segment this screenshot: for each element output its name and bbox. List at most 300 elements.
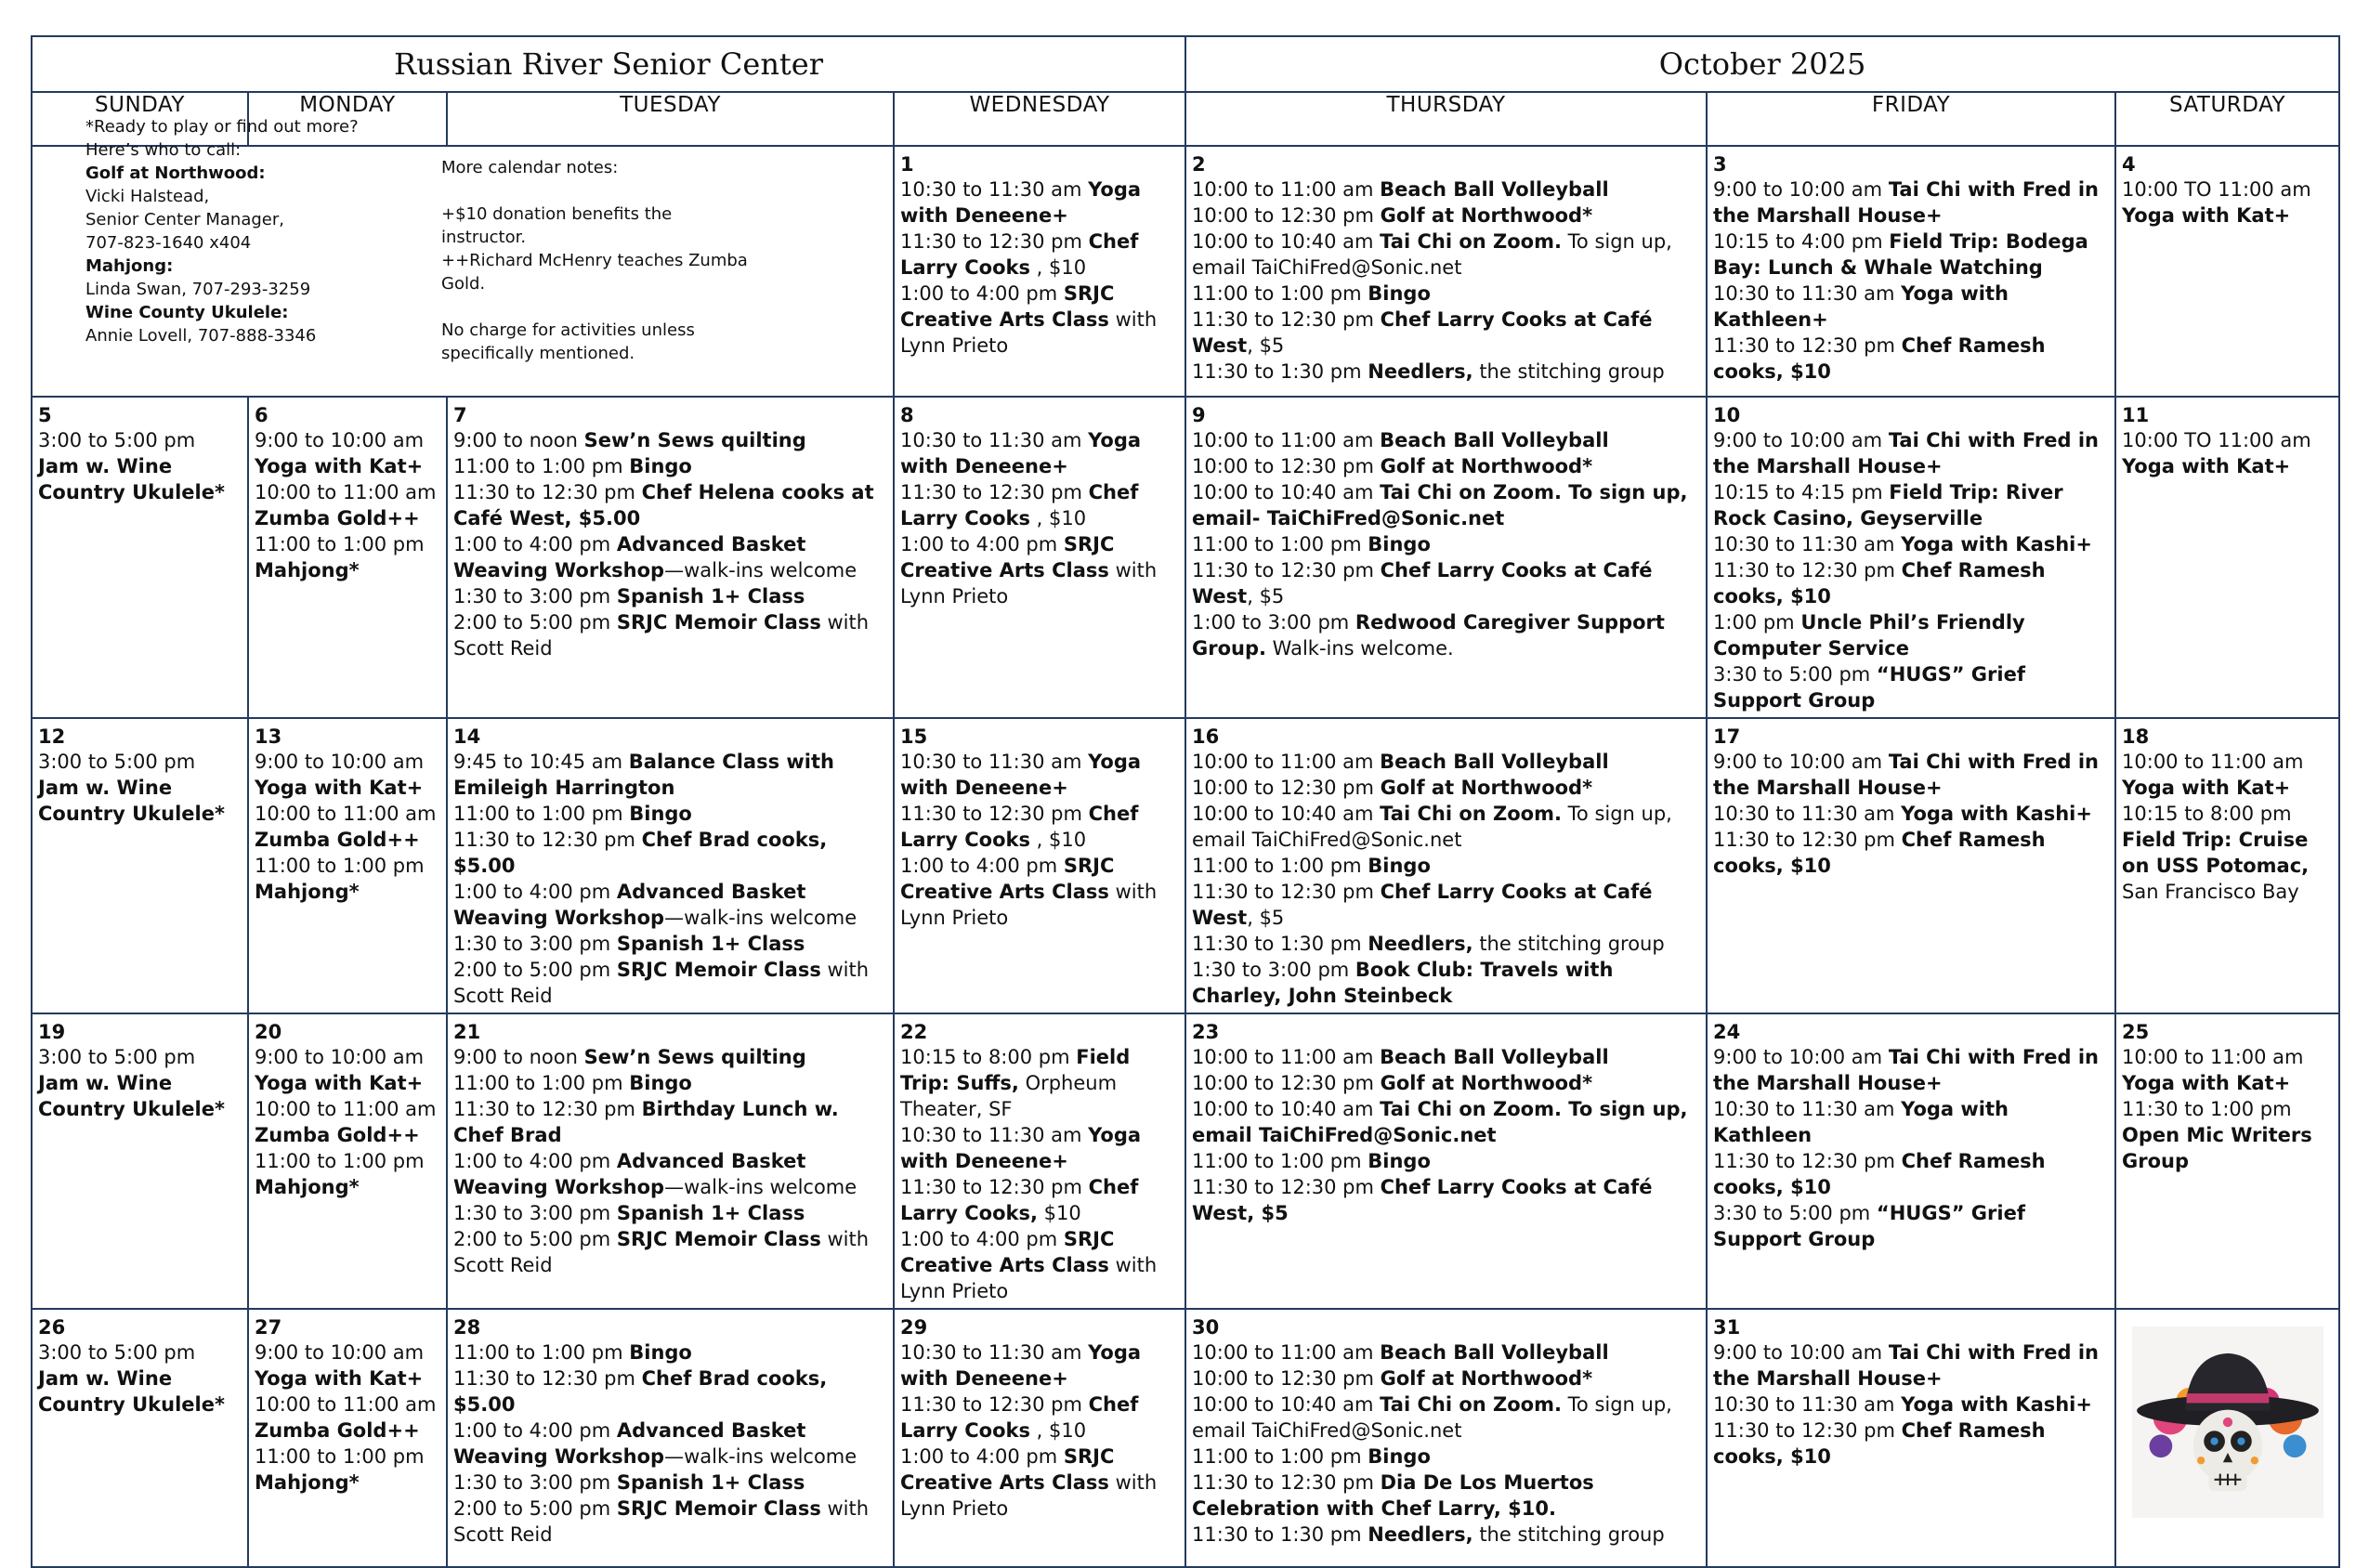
event-name: Tai Chi on Zoom. [1380, 1393, 1562, 1416]
day-content [895, 719, 1184, 934]
event-name: Yoga with Deneene+ [900, 1341, 1142, 1390]
event-name: Jam w. Wine Country Ukulele* [38, 455, 225, 503]
event-time: 11:30 to 12:30 pm [1192, 1471, 1381, 1494]
month-title: October 2025 [1185, 36, 2339, 92]
event [1192, 931, 1700, 957]
day-cell [248, 718, 447, 1013]
event [900, 749, 1179, 801]
event-time: 10:00 to 11:00 am [1192, 1341, 1381, 1364]
event [453, 1339, 887, 1365]
week-row [32, 1309, 2339, 1567]
event-name: Mahjong* [255, 881, 360, 903]
event [1713, 749, 2109, 801]
day-number: 4 [2122, 153, 2136, 176]
event-detail: , $5 [1247, 907, 1285, 929]
event-name: Bingo [629, 455, 692, 477]
event-time: 3:30 to 5:00 pm [1713, 1202, 1877, 1224]
event-time: 1:00 to 4:00 pm [900, 282, 1064, 305]
event-name: Bingo [1368, 1445, 1431, 1468]
event [1713, 531, 2109, 557]
event-detail: with Lynn Prieto [900, 308, 1158, 357]
day-number: 19 [38, 1021, 66, 1043]
event [900, 1226, 1179, 1304]
event-name: Zumba Gold++ [255, 1124, 420, 1146]
weekday-friday: FRIDAY [1707, 92, 2115, 146]
event [38, 1044, 242, 1122]
weekday-thursday: THURSDAY [1185, 92, 1707, 146]
event [1192, 1174, 1700, 1226]
day-cell [2115, 397, 2339, 718]
event-name: Yoga with Kashi+ [1901, 533, 2092, 555]
event-detail: —walk-ins welcome [664, 1176, 857, 1198]
event [255, 1148, 440, 1200]
event [1713, 1339, 2109, 1392]
event-name: SRJC Creative Arts Class [900, 533, 1115, 581]
day-content [249, 1310, 446, 1499]
note-line: *Ready to play or find out more? [85, 117, 359, 137]
event [453, 1070, 887, 1096]
event-time: 10:00 to 11:00 am [2122, 751, 2304, 773]
day-content [1186, 398, 1706, 665]
event-name: SRJC Creative Arts Class [900, 1228, 1115, 1276]
event-name: Tai Chi with Fred in the Marshall House+ [1713, 751, 2099, 799]
event-time: 10:00 to 11:00 am [1192, 1046, 1381, 1068]
event-name: Chef Larry Cooks at Café West [1192, 881, 1653, 929]
event [453, 453, 887, 479]
event-time: 11:30 to 12:30 pm [1192, 881, 1381, 903]
event-time: 2:00 to 5:00 pm [453, 959, 617, 981]
event-detail: San Francisco Bay [2122, 881, 2299, 903]
event [1713, 1418, 2109, 1470]
event [2122, 749, 2333, 801]
event-time: 10:00 to 12:30 pm [1192, 1072, 1381, 1094]
day-cell [2115, 1013, 2339, 1309]
day-cell [32, 397, 248, 718]
event-name: Spanish 1+ Class [616, 1471, 805, 1494]
event-detail: , $10 [1030, 1419, 1087, 1442]
event [1192, 1339, 1700, 1365]
event-detail: with Scott Reid [453, 1497, 870, 1546]
day-number: 9 [1192, 404, 1206, 426]
event [1192, 853, 1700, 879]
event-detail: —walk-ins welcome [664, 559, 857, 581]
event-name: Jam w. Wine Country Ukulele* [38, 1072, 225, 1120]
day-content [1186, 1014, 1706, 1230]
event-name: Yoga with Kat+ [2122, 455, 2291, 477]
event [1713, 827, 2109, 879]
event-time: 10:00 to 10:40 am [1192, 803, 1381, 825]
day-number: 20 [255, 1021, 282, 1043]
day-cell [1185, 1309, 1707, 1567]
event-time: 1:00 to 4:00 pm [900, 855, 1064, 877]
event [900, 801, 1179, 853]
event-time: 10:00 to 10:40 am [1192, 1098, 1381, 1120]
event-time: 1:30 to 3:00 pm [453, 1471, 617, 1494]
weekday-sunday: SUNDAY [32, 92, 248, 146]
event-time: 10:30 to 11:30 am [1713, 533, 1902, 555]
event-time: 11:30 to 12:30 pm [453, 481, 642, 503]
event-time: 11:30 to 12:30 pm [453, 1367, 642, 1390]
event-time: 10:15 to 4:15 pm [1713, 481, 1890, 503]
event-name: Yoga with Kathleen+ [1713, 282, 2009, 331]
event [900, 229, 1179, 281]
note-line: ++Richard McHenry teaches Zumba Gold. [441, 251, 748, 294]
event-name: Tai Chi with Fred in the Marshall House+ [1713, 178, 2099, 227]
event [900, 1174, 1179, 1226]
event [1192, 307, 1700, 359]
week-row [32, 1013, 2339, 1309]
day-number: 12 [38, 725, 66, 748]
event [900, 853, 1179, 931]
note-line: Here’s who to call: [85, 140, 242, 160]
event [900, 531, 1179, 609]
day-cell [894, 718, 1185, 1013]
note-line: Golf at Northwood: [85, 163, 266, 183]
event-time: 11:00 to 1:00 pm [255, 1150, 425, 1172]
event-name: SRJC Memoir Class [616, 1228, 821, 1250]
event [453, 1365, 887, 1418]
day-cell [248, 1013, 447, 1309]
event [1192, 176, 1700, 203]
event-detail: To sign up, email TaiChiFred@Sonic.net [1192, 230, 1672, 279]
day-cell [894, 1309, 1185, 1567]
event [255, 1392, 440, 1444]
event-time: 9:00 to 10:00 am [255, 429, 425, 451]
event-detail: , $5 [1247, 334, 1285, 357]
event [1192, 531, 1700, 557]
note-line: Senior Center Manager, [85, 210, 284, 229]
day-cell [32, 718, 248, 1013]
event-name: Field Trip: River Rock Casino, Geyserville [1713, 481, 2063, 529]
event [1713, 801, 2109, 827]
event-name: Beach Ball Volleyball [1380, 429, 1609, 451]
day-number: 27 [255, 1316, 282, 1339]
day-content [1186, 719, 1706, 1013]
note-line [441, 295, 748, 319]
event [38, 427, 242, 505]
day-cell [248, 1309, 447, 1567]
event-name: Tai Chi with Fred in the Marshall House+ [1713, 429, 2099, 477]
event-detail: , $10 [1030, 256, 1087, 279]
day-number: 14 [453, 725, 481, 748]
event [1192, 557, 1700, 609]
event-time: 10:30 to 11:30 am [1713, 282, 1902, 305]
event [900, 427, 1179, 479]
event-name: Golf at Northwood* [1380, 777, 1593, 799]
event-name: Chef Larry Cooks at Café West [1192, 559, 1653, 608]
event-name: Field Trip: Suffs, [900, 1046, 1131, 1094]
event-name: Jam w. Wine Country Ukulele* [38, 1367, 225, 1416]
event [1713, 176, 2109, 229]
event-detail: —walk-ins welcome [664, 1445, 857, 1468]
day-number: 7 [453, 404, 467, 426]
event-name: Jam w. Wine Country Ukulele* [38, 777, 225, 825]
day-number: 30 [1192, 1316, 1220, 1339]
event-time: 10:15 to 8:00 pm [900, 1046, 1077, 1068]
event-detail: with Lynn Prieto [900, 559, 1158, 608]
event [453, 931, 887, 957]
day-content [448, 398, 893, 665]
event-name: Yoga with Kat+ [2122, 204, 2291, 227]
event-name: “HUGS” Grief Support Group [1713, 663, 2025, 712]
event [900, 1122, 1179, 1174]
event-time: 10:00 to 11:00 am [255, 803, 437, 825]
event-detail: , $5 [1247, 585, 1285, 608]
event-time: 10:00 to 12:30 pm [1192, 1367, 1381, 1390]
event-name: SRJC Creative Arts Class [900, 855, 1115, 903]
event [1192, 879, 1700, 931]
event [1192, 1444, 1700, 1470]
event-time: 10:30 to 11:30 am [900, 178, 1089, 201]
event-time: 11:00 to 1:00 pm [453, 803, 630, 825]
event-name: Tai Chi with Fred in the Marshall House+ [1713, 1046, 2099, 1094]
event [1192, 1470, 1700, 1522]
event-time: 11:30 to 12:30 pm [1192, 308, 1381, 331]
event-time: 11:00 to 1:00 pm [1192, 1150, 1368, 1172]
event-detail: $10 [1037, 1202, 1081, 1224]
note-line: Linda Swan, 707-293-3259 [85, 280, 311, 299]
event-name: Bingo [629, 803, 692, 825]
event [255, 427, 440, 479]
day-content [1186, 1310, 1706, 1551]
weekday-tuesday: TUESDAY [447, 92, 894, 146]
event-detail: the stitching group [1472, 933, 1665, 955]
event-name: Chef Larry Cooks at Café West [1192, 308, 1653, 357]
event-name: Chef Larry Cooks [900, 481, 1139, 529]
event-time: 10:00 to 11:00 am [255, 481, 437, 503]
event-time: 10:00 to 12:30 pm [1192, 455, 1381, 477]
event-name: Zumba Gold++ [255, 829, 420, 851]
event-name: Chef Ramesh cooks, $10 [1713, 334, 2046, 383]
event-time: 9:00 to 10:00 am [1713, 1046, 1889, 1068]
event-name: Yoga with Deneene+ [900, 1124, 1142, 1172]
event [1192, 609, 1700, 661]
day-content [895, 1014, 1184, 1308]
event [1192, 749, 1700, 775]
day-content [2116, 147, 2338, 232]
event [255, 853, 440, 905]
event-name: Yoga with Kat+ [255, 1072, 424, 1094]
event [1713, 333, 2109, 385]
event-name: Yoga with Kathleen [1713, 1098, 2009, 1146]
day-number: 16 [1192, 725, 1220, 748]
event-name: Yoga with Deneene+ [900, 751, 1142, 799]
event-name: Chef Larry Cooks [900, 230, 1139, 279]
event-name: Bingo [1368, 855, 1431, 877]
calendar-weeks [32, 146, 2339, 1567]
event [255, 1044, 440, 1096]
event-name: Field Trip: Cruise on USS Potomac, [2122, 829, 2310, 877]
event-detail: To sign up, email TaiChiFred@Sonic.net [1192, 1393, 1672, 1442]
day-cell [1707, 1309, 2115, 1567]
weekday-saturday: SATURDAY [2115, 92, 2339, 146]
day-content [1186, 147, 1706, 388]
event [453, 583, 887, 609]
event [453, 609, 887, 661]
event [1192, 775, 1700, 801]
event [1713, 661, 2109, 713]
event [1713, 427, 2109, 479]
event-time: 11:30 to 12:30 pm [1192, 559, 1381, 581]
note-line: Wine County Ukulele: [85, 303, 289, 322]
day-number: 17 [1713, 725, 1741, 748]
event [900, 1044, 1179, 1122]
day-number: 6 [255, 404, 268, 426]
event-name: Chef Larry Cooks [900, 1393, 1139, 1442]
event [453, 1418, 887, 1470]
day-content [33, 719, 247, 830]
day-content [33, 1014, 247, 1126]
day-content [1708, 147, 2114, 388]
event-name: Beach Ball Volleyball [1380, 178, 1609, 201]
event-time: 3:00 to 5:00 pm [38, 429, 196, 451]
event-name: SRJC Creative Arts Class [900, 282, 1115, 331]
event-name: Needlers, [1368, 933, 1473, 955]
week-row [32, 397, 2339, 718]
event [900, 1392, 1179, 1444]
event-time: 10:00 TO 11:00 am [2122, 429, 2311, 451]
event-name: Chef Larry Cooks [900, 803, 1139, 851]
event-time: 1:00 to 3:00 pm [1192, 611, 1355, 634]
event-time: 11:30 to 1:00 pm [2122, 1098, 2292, 1120]
note-line [441, 179, 748, 203]
event [453, 879, 887, 931]
event-time: 11:30 to 12:30 pm [900, 230, 1089, 253]
event-time: 10:00 to 11:00 am [1192, 751, 1381, 773]
event-name: Tai Chi on Zoom. To sign up, email- TaiChiFred@Sonic.net [1192, 481, 1688, 529]
event-detail: with Scott Reid [453, 611, 870, 660]
event-name: Mahjong* [255, 1176, 360, 1198]
event-time: 11:30 to 12:30 pm [1713, 1150, 1902, 1172]
event-time: 1:30 to 3:00 pm [1192, 959, 1355, 981]
event-time: 11:00 to 1:00 pm [453, 1072, 630, 1094]
event-time: 11:00 to 1:00 pm [1192, 1445, 1368, 1468]
event-name: Field Trip: Bodega Bay: Lunch & Whale Watching [1713, 230, 2088, 279]
event-detail: with Scott Reid [453, 1228, 870, 1276]
event [1192, 1522, 1700, 1548]
event-time: 11:30 to 12:30 pm [453, 829, 642, 851]
event [453, 1200, 887, 1226]
day-content [1708, 1310, 2114, 1473]
event [1192, 479, 1700, 531]
event-name: Open Mic Writers Group [2122, 1124, 2312, 1172]
weekday-wednesday: WEDNESDAY [894, 92, 1185, 146]
event-time: 11:30 to 12:30 pm [900, 1176, 1089, 1198]
event-name: Yoga with Kat+ [2122, 1072, 2291, 1094]
event-name: Bingo [1368, 533, 1431, 555]
event [1713, 479, 2109, 531]
event-name: Chef Larry Cooks, [900, 1176, 1139, 1224]
event-time: 10:30 to 11:30 am [1713, 1393, 1902, 1416]
event-time: 11:30 to 12:30 pm [900, 803, 1089, 825]
day-cell [1185, 146, 1707, 397]
day-number: 23 [1192, 1021, 1220, 1043]
event-name: Spanish 1+ Class [616, 933, 805, 955]
event [1192, 359, 1700, 385]
event [1713, 1044, 2109, 1096]
event-detail: with Lynn Prieto [900, 1254, 1158, 1302]
day-cell [1185, 718, 1707, 1013]
event-time: 11:30 to 12:30 pm [1713, 829, 1902, 851]
day-number: 24 [1713, 1021, 1741, 1043]
event-name: Chef Ramesh cooks, $10 [1713, 1419, 2046, 1468]
event-time: 10:00 to 11:00 am [1192, 178, 1381, 201]
day-cell [32, 1309, 248, 1567]
event-time: 11:00 to 1:00 pm [255, 533, 425, 555]
event-time: 10:00 to 11:00 am [255, 1098, 437, 1120]
day-content [895, 147, 1184, 362]
day-number: 26 [38, 1316, 66, 1339]
event-time: 10:30 to 11:30 am [1713, 1098, 1902, 1120]
event-name: Zumba Gold++ [255, 1419, 420, 1442]
event-time: 11:30 to 12:30 pm [900, 481, 1089, 503]
day-content [249, 1014, 446, 1204]
event [1713, 1392, 2109, 1418]
event-time: 11:30 to 12:30 pm [1713, 1419, 1902, 1442]
day-content [249, 398, 446, 587]
event-time: 3:00 to 5:00 pm [38, 751, 196, 773]
event-name: Tai Chi with Fred in the Marshall House+ [1713, 1341, 2099, 1390]
event-time: 3:30 to 5:00 pm [1713, 663, 1877, 686]
note-line: Vicki Halstead, [85, 187, 210, 206]
event-detail: Walk-ins welcome. [1266, 637, 1454, 660]
event [1192, 281, 1700, 307]
day-number: 2 [1192, 153, 1206, 176]
day-number: 18 [2122, 725, 2150, 748]
event-time: 11:00 to 1:00 pm [255, 855, 425, 877]
day-content [2116, 719, 2338, 908]
event-name: Sew’n Sews quilting [583, 429, 806, 451]
event [1192, 1392, 1700, 1444]
event [1192, 801, 1700, 853]
event-name: Golf at Northwood* [1380, 1367, 1593, 1390]
event-time: 10:00 to 11:00 am [255, 1393, 437, 1416]
note-line: 707-823-1640 x404 [85, 233, 252, 253]
note-line: specifically mentioned. [441, 344, 635, 363]
event-time: 10:30 to 11:30 am [900, 1341, 1089, 1364]
event-name: SRJC Memoir Class [616, 959, 821, 981]
event-time: 11:30 to 12:30 pm [1713, 559, 1902, 581]
event [900, 479, 1179, 531]
decoration-cell [2115, 1309, 2339, 1567]
day-number: 28 [453, 1316, 481, 1339]
event-time: 10:30 to 11:30 am [900, 1124, 1089, 1146]
event-detail: To sign up, email TaiChiFred@Sonic.net [1192, 803, 1672, 851]
event-time: 10:30 to 11:30 am [900, 429, 1089, 451]
event [453, 1496, 887, 1548]
day-content [33, 398, 247, 509]
event [453, 1096, 887, 1148]
event-name: Needlers, [1368, 1523, 1473, 1546]
note-line: No charge for activities unless [441, 320, 695, 340]
day-cell [894, 1013, 1185, 1309]
event-time: 11:30 to 12:30 pm [453, 1098, 642, 1120]
event [900, 176, 1179, 229]
day-content [2116, 1014, 2338, 1178]
event-time: 10:00 to 10:40 am [1192, 230, 1381, 253]
event [1192, 1365, 1700, 1392]
event-time: 2:00 to 5:00 pm [453, 1497, 617, 1520]
event-name: Advanced Basket Weaving Workshop [453, 1419, 806, 1468]
event-detail: , $10 [1030, 507, 1087, 529]
event-time: 1:00 to 4:00 pm [453, 1150, 617, 1172]
day-number: 5 [38, 404, 52, 426]
event-name: Zumba Gold++ [255, 507, 420, 529]
day-number: 15 [900, 725, 928, 748]
event [38, 1339, 242, 1418]
event-name: Book Club: Travels with Charley, John Steinbeck [1192, 959, 1614, 1007]
day-cell [1707, 397, 2115, 718]
